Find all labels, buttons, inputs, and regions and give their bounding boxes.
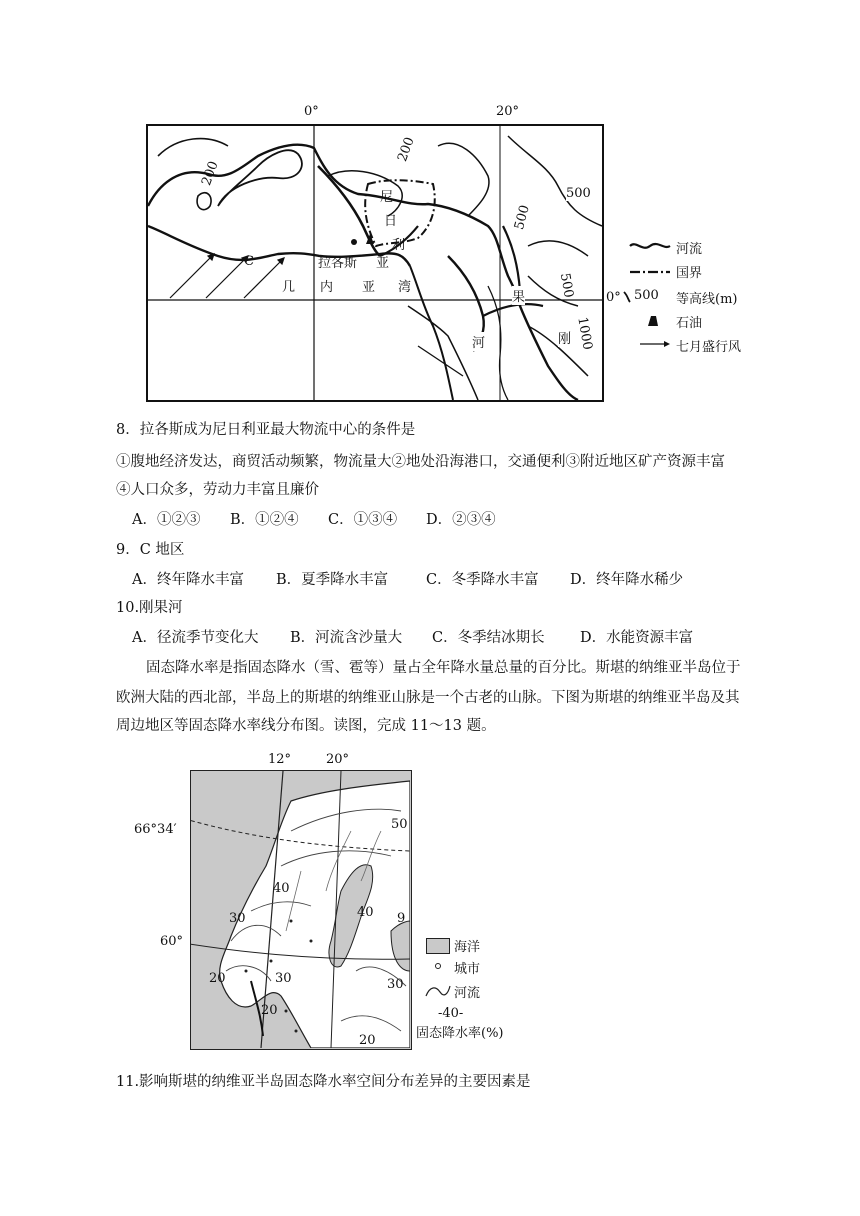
map-west-africa (146, 124, 604, 402)
isoline-value: 50 (391, 817, 408, 832)
isoline-value: 30 (387, 977, 404, 992)
place-ji: 几 (282, 280, 296, 295)
isoline-value: 20 (209, 971, 226, 986)
q10-option-a[interactable]: A．径流季节变化大 (132, 630, 259, 646)
place-he: 河 (472, 332, 485, 351)
contour-label: 500 (511, 203, 533, 232)
q10-option-b[interactable]: B．河流含沙量大 (290, 630, 403, 646)
map1-legend (628, 234, 768, 384)
contour-label: 200 (395, 135, 418, 164)
place-li: 利 (392, 238, 406, 253)
contour-label: 200 (199, 159, 222, 188)
contour-label: 1000 (574, 315, 595, 352)
city-dot-icon (435, 963, 441, 969)
map2-lon-12: 12° (268, 752, 292, 767)
legend-contour-value: 500 (634, 288, 659, 303)
map1-lon-20: 20° (496, 104, 520, 119)
river-icon (424, 982, 452, 1000)
passage-line1: 固态降水率是指固态降水（雪、雹等）量占全年降水量总量的百分比。斯堪的纳维亚半岛位于 (146, 660, 741, 676)
wind-arrow-icon (170, 254, 284, 298)
place-wan: 湾 (398, 280, 412, 295)
place-ya: 亚 (376, 256, 390, 271)
place-lagos: 拉各斯 (318, 256, 358, 271)
q9-option-d[interactable]: D．终年降水稀少 (570, 572, 684, 588)
q8-line2: ④人口众多，劳动力丰富且廉价 (116, 482, 319, 498)
q8-option-c[interactable]: C．①③④ (328, 512, 398, 528)
isoline-value: 9 (397, 911, 406, 926)
place-guo: 果 (512, 286, 525, 305)
isoline-value: 20 (359, 1033, 376, 1048)
q9-option-c[interactable]: C．冬季降水丰富 (426, 572, 539, 588)
legend-label: 石油 (676, 316, 703, 331)
wind-arrow-icon (638, 338, 672, 350)
legend-label: 七月盛行风 (676, 340, 742, 355)
passage-line3: 周边地区等固态降水率线分布图。读图，完成 11～13 题。 (116, 718, 496, 734)
isoline-value: 30 (229, 911, 246, 926)
q9-stem: 9．C 地区 (116, 542, 185, 558)
oil-icon (646, 314, 660, 328)
ocean-swatch-icon (426, 938, 450, 954)
place-c: C (244, 254, 254, 269)
place-ni: 尼 (380, 190, 394, 205)
contour-label: 500 (556, 271, 576, 300)
place-nei: 内 (320, 280, 334, 295)
border-icon (628, 266, 672, 278)
q8-option-a[interactable]: A．①②③ (132, 512, 201, 528)
legend-label: 固态降水率(%) (416, 1026, 504, 1041)
q8-line1: ①腹地经济发达，商贸活动频繁，物流量大②地处沿海港口，交通便利③附近地区矿产资源丰富 (116, 454, 725, 470)
place-ya2: 亚 (362, 280, 376, 295)
legend-label: 城市 (454, 962, 481, 977)
map-scandinavia (190, 770, 412, 1050)
isoline-icon: -40- (438, 1006, 464, 1021)
q8-option-b[interactable]: B．①②④ (230, 512, 299, 528)
map2-drawing (191, 771, 410, 1048)
contour-label: 500 (566, 186, 591, 201)
place-ri: 日 (384, 214, 398, 229)
q9-option-b[interactable]: B．夏季降水丰富 (276, 572, 389, 588)
isoline-value: 40 (273, 881, 290, 896)
q9-option-a[interactable]: A．终年降水丰富 (132, 572, 244, 588)
isoline-value: 20 (261, 1003, 278, 1018)
q8-option-d[interactable]: D．②③④ (426, 512, 496, 528)
map2-lat-arctic: 66°34′ (134, 822, 177, 837)
map2-lon-20: 20° (326, 752, 350, 767)
map2-lat-60: 60° (160, 934, 184, 949)
map2-legend (416, 936, 544, 1046)
passage-line2: 欧洲大陆的西北部，半岛上的斯堪的纳维亚山脉是一个古老的山脉。下图为斯堪的纳维亚半岛及其 (116, 690, 740, 706)
q10-stem: 10.刚果河 (116, 600, 183, 616)
map1-lat-0: 0° (606, 290, 621, 305)
q8-stem: 8．拉各斯成为尼日利亚最大物流中心的条件是 (116, 422, 416, 438)
legend-label: 等高线(m) (676, 292, 738, 307)
isoline-value: 30 (275, 971, 292, 986)
river-icon (628, 238, 672, 254)
legend-label: 国界 (676, 266, 703, 281)
q10-option-d[interactable]: D．水能资源丰富 (580, 630, 694, 646)
q10-option-c[interactable]: C．冬季结冰期长 (432, 630, 545, 646)
legend-label: 海洋 (454, 940, 481, 955)
legend-label: 河流 (676, 242, 703, 257)
legend-label: 河流 (454, 986, 481, 1001)
map1-lon-0: 0° (304, 104, 319, 119)
place-gang: 刚 (558, 328, 571, 347)
contour-icon (622, 290, 632, 304)
q11-stem: 11.影响斯堪的纳维亚半岛固态降水率空间分布差异的主要因素是 (116, 1074, 531, 1090)
isoline-value: 40 (357, 905, 374, 920)
